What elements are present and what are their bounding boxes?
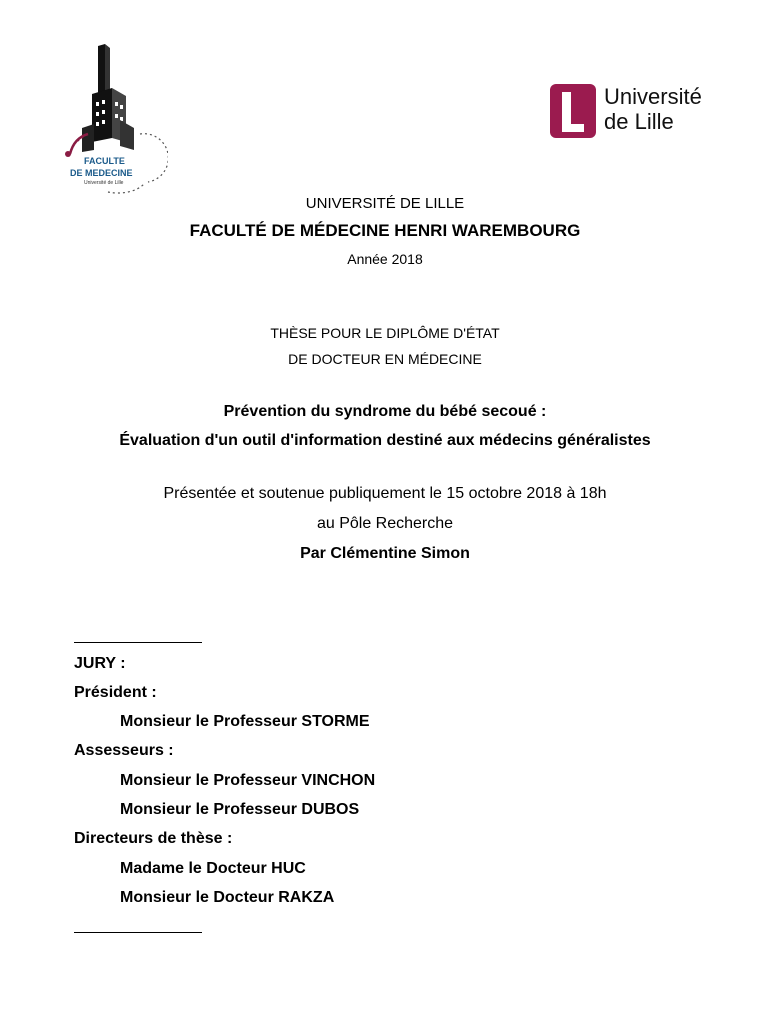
- faculte-logo-text-3: Université de Lille: [84, 180, 124, 186]
- assessor-name-1: Monsieur le Professeur VINCHON: [120, 772, 376, 789]
- universite-logo-line1: Université: [604, 84, 702, 109]
- thesis-degree-line1: THÈSE POUR LE DIPLÔME D'ÉTAT: [270, 325, 500, 341]
- president-name: Monsieur le Professeur STORME: [120, 713, 370, 730]
- thesis-title-line2: Évaluation d'un outil d'information destiné aux médecins généralistes: [119, 432, 651, 449]
- director-name-2: Monsieur le Docteur RAKZA: [120, 889, 335, 906]
- university-name: UNIVERSITÉ DE LILLE: [305, 195, 465, 212]
- faculte-medecine-logo: [58, 42, 168, 198]
- jury-bottom-rule: [74, 932, 202, 933]
- academic-year: Année 2018: [347, 251, 423, 267]
- president-label: Président :: [74, 684, 157, 701]
- jury-top-rule: [74, 642, 202, 643]
- director-name-1: Madame le Docteur HUC: [120, 860, 306, 877]
- assessors-label: Assesseurs :: [74, 742, 174, 759]
- jury-heading: JURY :: [74, 655, 126, 672]
- faculty-name: FACULTÉ DE MÉDECINE HENRI WAREMBOURG: [189, 221, 581, 240]
- universite-logo-line2: de Lille: [604, 109, 674, 134]
- thesis-degree-line2: DE DOCTEUR EN MÉDECINE: [288, 351, 482, 367]
- defense-place: au Pôle Recherche: [316, 515, 454, 532]
- faculte-logo-text-2: DE MEDECINE: [70, 168, 133, 178]
- faculte-logo-text-1: FACULTE: [84, 156, 125, 166]
- thesis-title-line1: Prévention du syndrome du bébé secoué :: [223, 403, 547, 420]
- author-name: Par Clémentine Simon: [300, 545, 470, 562]
- defense-date: Présentée et soutenue publiquement le 15 octobre 2018 à 18h: [163, 485, 607, 502]
- assessor-name-2: Monsieur le Professeur DUBOS: [120, 801, 360, 818]
- universite-lille-mark-icon: [550, 84, 596, 138]
- universite-logo-text: [604, 84, 702, 134]
- directors-label: Directeurs de thèse :: [74, 830, 233, 847]
- universite-lille-logo: [550, 84, 725, 140]
